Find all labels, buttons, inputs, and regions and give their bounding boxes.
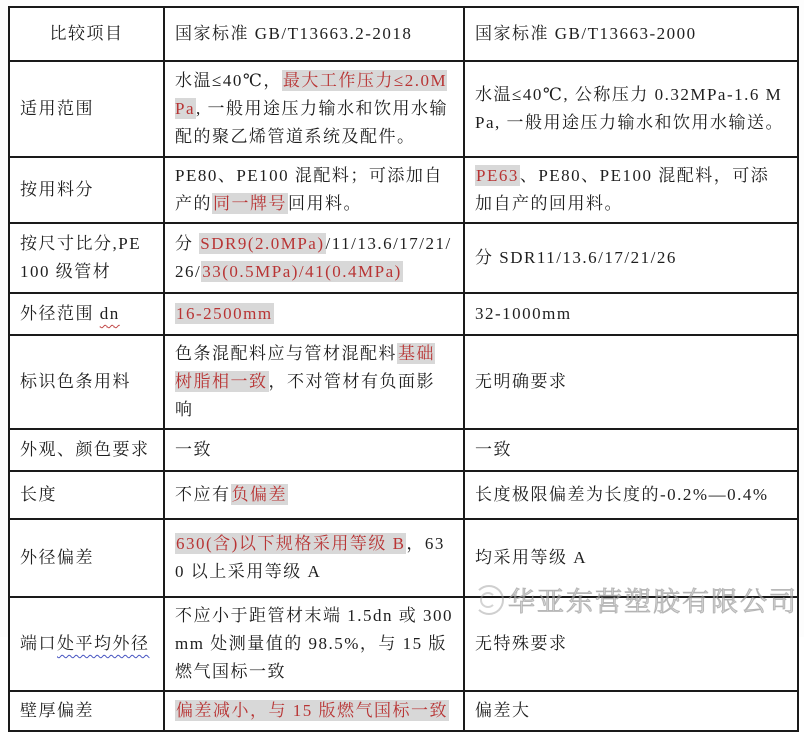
wavy-underlined-text: 处平均外径 [57,634,150,653]
text-segment: 、PE80、PE100 混配料，可添加自产的回用料。 [475,166,770,213]
text-segment: 适用范围 [20,99,94,118]
table-row [9,691,798,731]
table-row [9,157,798,223]
gb2000-cell [464,335,798,429]
gb2000-cell [464,519,798,597]
item-cell [9,429,164,471]
item-cell [9,293,164,335]
text-segment: 不应小于距管材末端 1.5dn 或 300mm 处测量值的 98.5%，与 15 版燃气国标一致 [175,606,453,681]
gb2000-cell [464,293,798,335]
highlighted-text: 33(0.5MPa)/41(0.4MPa) [202,262,402,281]
gb2000-cell [464,429,798,471]
table-row [9,597,798,691]
gb2018-cell [164,61,464,157]
gb2000-cell [464,157,798,223]
comparison-table [8,6,799,732]
gb2018-cell [164,691,464,731]
gb2000-cell [464,471,798,519]
text-segment: 分 [175,234,200,253]
item-cell [9,157,164,223]
item-cell [9,223,164,293]
text-segment: 色条混配料应与管材混配料 [175,344,397,363]
gb2000-cell [464,597,798,691]
table-row [9,223,798,293]
table-row [9,293,798,335]
header-gb2000: 国家标准 GB/T13663-2000 [464,7,798,61]
text-segment: 按用料分 [20,180,94,199]
item-cell [9,471,164,519]
highlighted-text: 偏差减小，与 15 版燃气国标一致 [176,701,448,720]
text-segment: 水温≤40℃, 公称压力 0.32MPa-1.6 MPa, 一般用途压力输水和饮用水输送。 [475,85,784,132]
text-segment: 外径偏差 [20,548,94,567]
item-cell [9,519,164,597]
item-cell [9,691,164,731]
gb2018-cell [164,223,464,293]
text-segment: 长度极限偏差为长度的-0.2%—0.4% [475,485,769,504]
gb2018-cell [164,519,464,597]
text-segment: 一致 [475,440,512,459]
text-segment: 端口 [20,634,57,653]
text-segment: 32-1000mm [475,304,572,323]
gb2000-cell [464,223,798,293]
highlighted-text: 16-2500mm [176,304,273,323]
text-segment: PE80、PE100 混配料；可添加自产的 [175,166,443,213]
item-cell [9,61,164,157]
item-cell [9,597,164,691]
gb2000-cell [464,61,798,157]
highlighted-text: 负偏差 [231,485,287,504]
text-segment: 一致 [175,440,212,459]
gb2018-cell [164,597,464,691]
text-segment: 外观、颜色要求 [20,440,150,459]
wavy-underlined-text: dn [99,304,120,323]
text-segment: 均采用等级 A [475,548,588,567]
table-row [9,61,798,157]
text-segment: 偏差大 [475,701,531,720]
header-gb2018: 国家标准 GB/T13663.2-2018 [164,7,464,61]
text-segment: 无特殊要求 [475,634,568,653]
highlighted-text: 630(含)以下规格采用等级 B [176,534,406,553]
gb2018-cell [164,157,464,223]
table-row [9,471,798,519]
text-segment: 外径范围 [20,304,100,323]
text-segment: 按尺寸比分,PE 100 级管材 [20,234,142,281]
text-segment: 标识色条用料 [20,372,131,391]
text-segment: /11/13.6/17/21/26/ [175,234,452,281]
table-row [9,519,798,597]
watermark-text: 华亚东营塑胶有限公司 [508,587,798,617]
table-row [9,335,798,429]
highlighted-text: SDR9(2.0MPa) [200,234,325,253]
table-body [9,61,798,731]
text-segment: 水温≤40℃， [175,71,282,90]
text-segment: 不应有 [175,485,231,504]
gb2000-cell [464,691,798,731]
item-cell [9,335,164,429]
highlighted-text: 最大工作压力≤2.0MPa [175,71,448,118]
text-segment: 无明确要求 [475,372,568,391]
text-segment: 分 SDR11/13.6/17/21/26 [475,248,677,267]
gb2018-cell [164,335,464,429]
table-row [9,429,798,471]
text-segment: 壁厚偏差 [20,701,94,720]
text-segment: 回用料。 [288,194,362,213]
highlighted-text: PE63 [476,166,519,185]
highlighted-text: 同一牌号 [213,194,287,213]
text-segment: ，不对管材有负面影响 [175,372,435,419]
text-segment: , 一般用途压力输水和饮用水输配的聚乙烯管道系统及配件。 [175,99,448,146]
gb2018-cell [164,293,464,335]
gb2018-cell [164,429,464,471]
gb2018-cell [164,471,464,519]
header-compare-item: 比较项目 [9,7,164,61]
text-segment: 长度 [20,485,57,504]
header-row [9,7,798,61]
text-segment: ，630 以上采用等级 A [175,534,445,581]
highlighted-text: 基础树脂相一致 [175,344,435,391]
